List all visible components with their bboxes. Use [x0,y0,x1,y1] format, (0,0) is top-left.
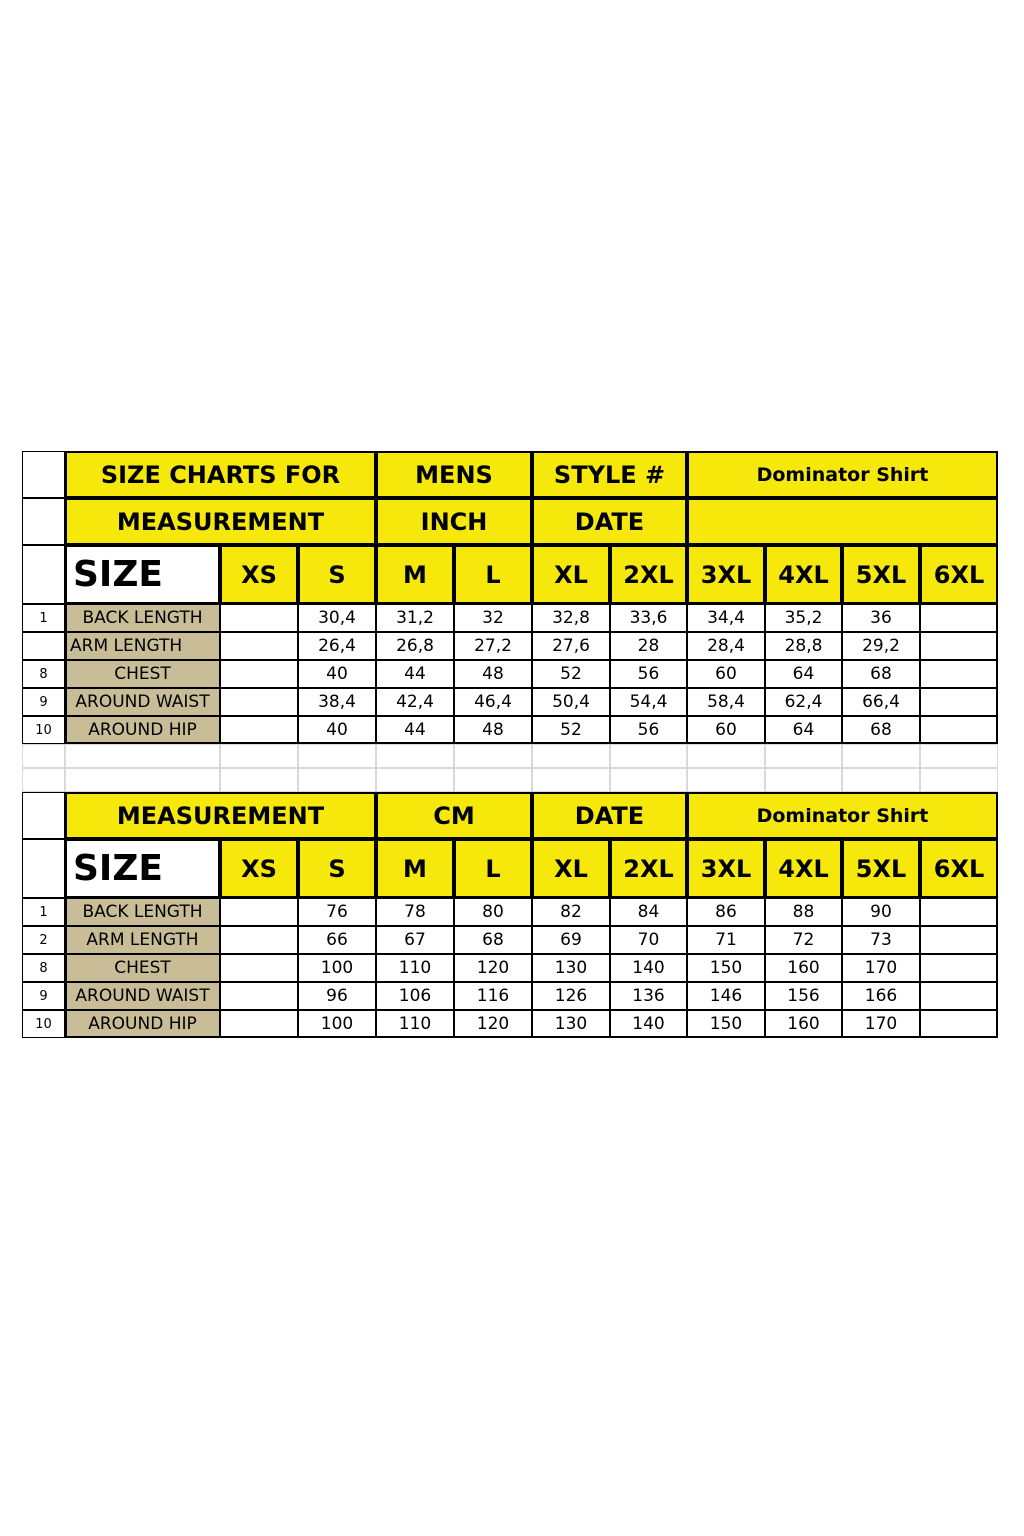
inch_table-value-cell: 50,4 [532,688,610,716]
empty-grid-cell [610,768,687,792]
inch_table-value-cell: 52 [532,660,610,688]
cm_table-value-cell: 120 [454,954,532,982]
inch_table-header-row1-3: Dominator Shirt [687,451,998,498]
empty-grid-cell [65,768,220,792]
empty-grid-cell [22,744,65,768]
empty-grid-cell [376,744,454,768]
inch_table-value-cell: 46,4 [454,688,532,716]
inch_table-row-index: 1 [22,604,65,632]
inch_table-value-cell: 32 [454,604,532,632]
empty-grid-cell [765,768,842,792]
inch_table-size-l: L [454,545,532,604]
cm_table-value-cell: 84 [610,898,687,926]
cm_table-value-cell: 130 [532,1010,610,1038]
empty-grid-cell [532,768,610,792]
empty-grid-cell [220,744,298,768]
cm_table-value-cell: 100 [298,954,376,982]
inch_table-value-cell: 27,6 [532,632,610,660]
cm_table-row-index: 10 [22,1010,65,1038]
empty-grid-cell [22,768,65,792]
inch_table-size-xs: XS [220,545,298,604]
inch_table-size-2xl: 2XL [610,545,687,604]
cm_table-size-3xl: 3XL [687,839,765,898]
cm_table-row-label: ARM LENGTH [65,926,220,954]
cm_table-value-cell [220,954,298,982]
cm_table-value-cell: 166 [842,982,920,1010]
cm_table-value-cell: 130 [532,954,610,982]
cm_table-value-cell: 146 [687,982,765,1010]
inch_table-value-cell: 28,4 [687,632,765,660]
cm_table-row-index: 1 [22,898,65,926]
cm_table-value-cell: 96 [298,982,376,1010]
empty-grid-cell [610,744,687,768]
cm_table-value-cell: 88 [765,898,842,926]
inch_table-header-row2-1: INCH [376,498,532,545]
cm_table-value-cell: 140 [610,954,687,982]
cm_table-row-index: 9 [22,982,65,1010]
cm_table-value-cell: 68 [454,926,532,954]
cm_table-value-cell: 160 [765,954,842,982]
inch_table-size-xl: XL [532,545,610,604]
cm_table-value-cell: 116 [454,982,532,1010]
inch_table-value-cell: 40 [298,716,376,744]
inch_table-value-cell: 52 [532,716,610,744]
cm_table-value-cell: 72 [765,926,842,954]
inch_table-size-m: M [376,545,454,604]
inch_table-value-cell: 30,4 [298,604,376,632]
inch_table-row-label: CHEST [65,660,220,688]
cm_table-header-row1-0: MEASUREMENT [65,792,376,839]
cm_table-value-cell: 106 [376,982,454,1010]
cm_table-value-cell [220,982,298,1010]
inch_table-value-cell: 27,2 [454,632,532,660]
inch_table-value-cell [920,716,998,744]
inch_table-size-4xl: 4XL [765,545,842,604]
cm_table-value-cell: 71 [687,926,765,954]
cm_table-row-label: CHEST [65,954,220,982]
cm_table-value-cell [920,982,998,1010]
cm_table-value-cell: 82 [532,898,610,926]
cm_table-value-cell [220,926,298,954]
cm_table-value-cell: 73 [842,926,920,954]
inch_table-size-s: S [298,545,376,604]
inch_table-value-cell: 35,2 [765,604,842,632]
inch_table-value-cell: 60 [687,660,765,688]
cm_table-row-index: 8 [22,954,65,982]
inch_table-value-cell: 26,8 [376,632,454,660]
cm_table-value-cell: 136 [610,982,687,1010]
inch_table-value-cell: 56 [610,660,687,688]
inch_table-value-cell: 26,4 [298,632,376,660]
cm_table-size-s: S [298,839,376,898]
cm_table-size-4xl: 4XL [765,839,842,898]
inch_table-size-6xl: 6XL [920,545,998,604]
empty-grid-cell [298,744,376,768]
cm_table-value-cell: 150 [687,1010,765,1038]
cm_table-row-label: BACK LENGTH [65,898,220,926]
cm_table-value-cell: 80 [454,898,532,926]
inch_table-row-index: 10 [22,716,65,744]
cm_table-size-2xl: 2XL [610,839,687,898]
inch_table-corner-0 [22,451,65,498]
inch_table-size-label: SIZE [65,545,220,604]
cm_table-size-xs: XS [220,839,298,898]
inch_table-value-cell: 58,4 [687,688,765,716]
cm_table-header-row1-1: CM [376,792,532,839]
empty-grid-cell [687,744,765,768]
cm_table-value-cell: 120 [454,1010,532,1038]
inch_table-value-cell: 42,4 [376,688,454,716]
inch_table-value-cell: 29,2 [842,632,920,660]
inch_table-header-row2-0: MEASUREMENT [65,498,376,545]
cm_table-value-cell [920,926,998,954]
inch_table-corner-1 [22,498,65,545]
inch_table-value-cell: 44 [376,660,454,688]
inch_table-value-cell: 44 [376,716,454,744]
cm_table-value-cell: 150 [687,954,765,982]
inch_table-value-cell: 36 [842,604,920,632]
inch_table-header-row1-2: STYLE # [532,451,687,498]
inch_table-size-3xl: 3XL [687,545,765,604]
cm_table-size-corner [22,839,65,898]
cm_table-value-cell: 100 [298,1010,376,1038]
empty-grid-cell [220,768,298,792]
cm_table-value-cell: 78 [376,898,454,926]
inch_table-row-index: 9 [22,688,65,716]
cm_table-header-row1-3: Dominator Shirt [687,792,998,839]
cm_table-size-6xl: 6XL [920,839,998,898]
inch_table-value-cell: 56 [610,716,687,744]
empty-grid-cell [376,768,454,792]
cm_table-size-m: M [376,839,454,898]
cm_table-size-5xl: 5XL [842,839,920,898]
cm_table-value-cell [920,898,998,926]
size-chart-sheet [22,451,998,1043]
inch_table-size-5xl: 5XL [842,545,920,604]
inch_table-header-row2-2: DATE [532,498,687,545]
cm_table-value-cell: 86 [687,898,765,926]
inch_table-value-cell [220,604,298,632]
empty-grid-cell [765,744,842,768]
inch_table-value-cell [220,688,298,716]
cm_table-value-cell: 156 [765,982,842,1010]
cm_table-value-cell: 69 [532,926,610,954]
cm_table-value-cell: 110 [376,1010,454,1038]
empty-grid-cell [454,744,532,768]
empty-grid-cell [454,768,532,792]
empty-grid-cell [842,768,920,792]
inch_table-value-cell [220,660,298,688]
inch_table-header-row2-3 [687,498,998,545]
empty-grid-cell [842,744,920,768]
inch_table-value-cell: 60 [687,716,765,744]
cm_table-value-cell: 126 [532,982,610,1010]
inch_table-value-cell: 64 [765,660,842,688]
cm_table-value-cell [220,898,298,926]
inch_table-row-label: ARM LENGTH [65,632,220,660]
cm_table-value-cell: 66 [298,926,376,954]
cm_table-value-cell: 90 [842,898,920,926]
cm_table-value-cell: 170 [842,954,920,982]
cm_table-value-cell: 67 [376,926,454,954]
inch_table-row-label: AROUND WAIST [65,688,220,716]
inch_table-value-cell: 66,4 [842,688,920,716]
cm_table-value-cell: 160 [765,1010,842,1038]
inch_table-value-cell [220,716,298,744]
empty-grid-cell [532,744,610,768]
inch_table-value-cell: 32,8 [532,604,610,632]
inch_table-value-cell: 68 [842,716,920,744]
cm_table-value-cell: 76 [298,898,376,926]
inch_table-value-cell: 28,8 [765,632,842,660]
inch_table-value-cell: 62,4 [765,688,842,716]
inch_table-row-index: 8 [22,660,65,688]
inch_table-value-cell: 33,6 [610,604,687,632]
cm_table-value-cell: 140 [610,1010,687,1038]
inch_table-value-cell: 40 [298,660,376,688]
cm_table-value-cell: 70 [610,926,687,954]
inch_table-value-cell [220,632,298,660]
cm_table-value-cell [920,954,998,982]
cm_table-value-cell [220,1010,298,1038]
inch_table-header-row1-1: MENS [376,451,532,498]
cm_table-header-row1-2: DATE [532,792,687,839]
inch_table-row-label: BACK LENGTH [65,604,220,632]
inch_table-value-cell: 31,2 [376,604,454,632]
cm_table-size-label: SIZE [65,839,220,898]
cm_table-row-label: AROUND WAIST [65,982,220,1010]
cm_table-row-label: AROUND HIP [65,1010,220,1038]
cm_table-value-cell: 170 [842,1010,920,1038]
cm_table-size-xl: XL [532,839,610,898]
inch_table-value-cell [920,688,998,716]
cm_table-corner-0 [22,792,65,839]
empty-grid-cell [920,744,998,768]
inch_table-value-cell: 38,4 [298,688,376,716]
empty-grid-cell [298,768,376,792]
inch_table-value-cell [920,604,998,632]
inch_table-value-cell: 48 [454,716,532,744]
inch_table-row-index [22,632,65,660]
cm_table-size-l: L [454,839,532,898]
inch_table-value-cell: 64 [765,716,842,744]
inch_table-size-corner [22,545,65,604]
inch_table-value-cell: 68 [842,660,920,688]
cm_table-value-cell: 110 [376,954,454,982]
inch_table-header-row1-0: SIZE CHARTS FOR [65,451,376,498]
empty-grid-cell [65,744,220,768]
empty-grid-cell [920,768,998,792]
inch_table-value-cell: 48 [454,660,532,688]
cm_table-value-cell [920,1010,998,1038]
inch_table-value-cell: 34,4 [687,604,765,632]
inch_table-row-label: AROUND HIP [65,716,220,744]
inch_table-value-cell [920,632,998,660]
inch_table-value-cell: 28 [610,632,687,660]
inch_table-value-cell: 54,4 [610,688,687,716]
inch_table-value-cell [920,660,998,688]
cm_table-row-index: 2 [22,926,65,954]
empty-grid-cell [687,768,765,792]
